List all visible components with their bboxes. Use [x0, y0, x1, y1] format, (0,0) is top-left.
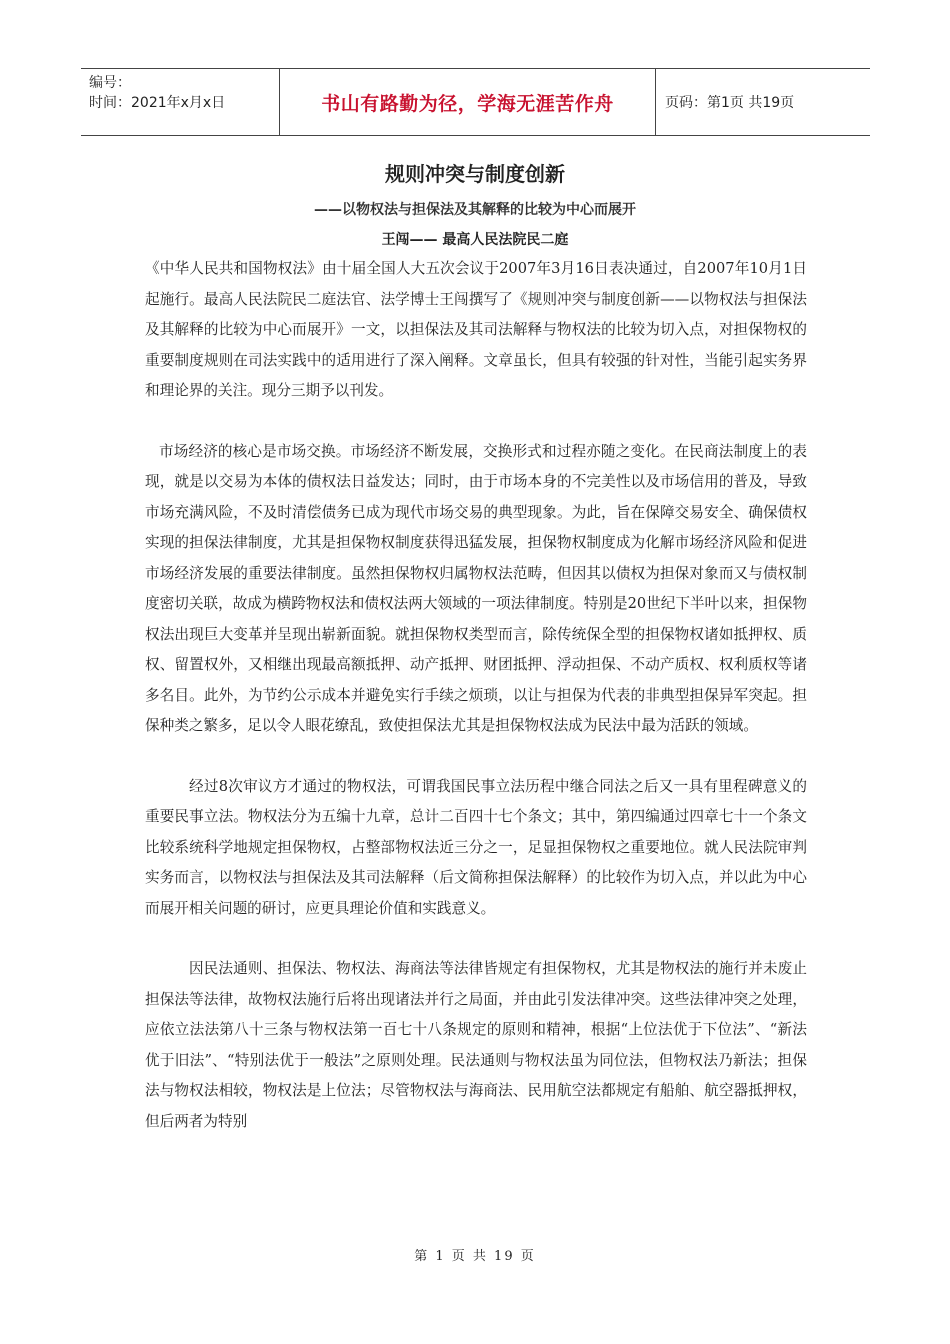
page-label: 页码：第1页 共19页	[665, 95, 795, 111]
document-title: 规则冲突与制度创新	[385, 162, 565, 186]
document-author: 王闯—— 最高人民法院民二庭	[381, 232, 569, 248]
document-body	[145, 254, 807, 1137]
document-subtitle: ——以物权法与担保法及其解释的比较为中心而展开	[314, 202, 636, 218]
paragraph: 经过8次审议方才通过的物权法，可谓我国民事立法历程中继合同法之后又一具有里程碑意义的重要民事立法。物权法分为五编十九章，总计二百四十七个条文；其中，第四编通过四章七十一个条文比较系统科学地规定担保物权，占整部物权法近三分之一，足显担保物权之重要地位。就人民法院审判实务而言，以物权法与担保法及其司法解释（后文简称担保法解释）的比较作为切入点，并以此为中心而展开相关问题的研讨，应更具理论价值和实践意义。	[145, 777, 807, 917]
paragraph: 市场经济的核心是市场交换。市场经济不断发展，交换形式和过程亦随之变化。在民商法制度上的表现，就是以交易为本体的债权法日益发达；同时，由于市场本身的不完美性以及市场信用的普及，导致市场充满风险，不及时清偿债务已成为现代市场交易的典型现象。为此，旨在保障交易安全、确保债权实现的担保法律制度，尤其是担保物权制度获得迅猛发展，担保物权制度成为化解市场经济风险和促进市场经济发展的重要法律制度。虽然担保物权归属物权法范畴，但因其以债权为担保对象而又与债权制度密切关联，故成为横跨物权法和债权法两大领域的一项法律制度。特别是20世纪下半叶以来，担保物权法出现巨大变革并呈现出崭新面貌。就担保物权类型而言，除传统保全型的担保物权诸如抵押权、质权、留置权外，又相继出现最高额抵押、动产抵押、财团抵押、浮动担保、不动产质权、权利质权等诸多名目。此外，为节约公示成本并避免实行手续之烦琐，以让与担保为代表的非典型担保异军突起。担保种类之繁多，足以令人眼花缭乱，致使担保法尤其是担保物权法成为民法中最为活跃的领域。	[145, 442, 807, 734]
paragraph: 因民法通则、担保法、物权法、海商法等法律皆规定有担保物权，尤其是物权法的施行并未废止担保法等法律，故物权法施行后将出现诸法并行之局面，并由此引发法律冲突。这些法律冲突之处理，应依立法法第八十三条与物权法第一百七十八条规定的原则和精神，根据“上位法优于下位法”、“新法优于旧法”、“特别法优于一般法”之原则处理。民法通则与物权法虽为同位法，但物权法乃新法；担保法与物权法相较，物权法是上位法；尽管物权法与海商法、民用航空法都规定有船舶、航空器抵押权，但后两者为特别	[145, 960, 807, 1130]
header-meta	[81, 69, 280, 135]
page-footer: 第 1 页 共 19 页	[414, 1249, 536, 1264]
motto: 书山有路勤为径，学海无涯苦作舟	[280, 69, 656, 135]
page-header	[81, 68, 870, 136]
number-label: 编号：	[89, 75, 131, 91]
paragraph-intro: 《中华人民共和国物权法》由十届全国人大五次会议于2007年3月16日表决通过，自2007年10月1日起施行。最高人民法院民二庭法官、法学博士王闯撰写了《规则冲突与制度创新——以物权法与担保法及其解释的比较为中心而展开》一文，以担保法及其司法解释与物权法的比较为切入点，对担保物权的重要制度规则在司法实践中的适用进行了深入阐释。文章虽长，但具有较强的针对性，当能引起实务界和理论界的关注。现分三期予以刊发。	[145, 260, 807, 399]
time-label: 时间：2021年x月x日	[89, 95, 226, 111]
